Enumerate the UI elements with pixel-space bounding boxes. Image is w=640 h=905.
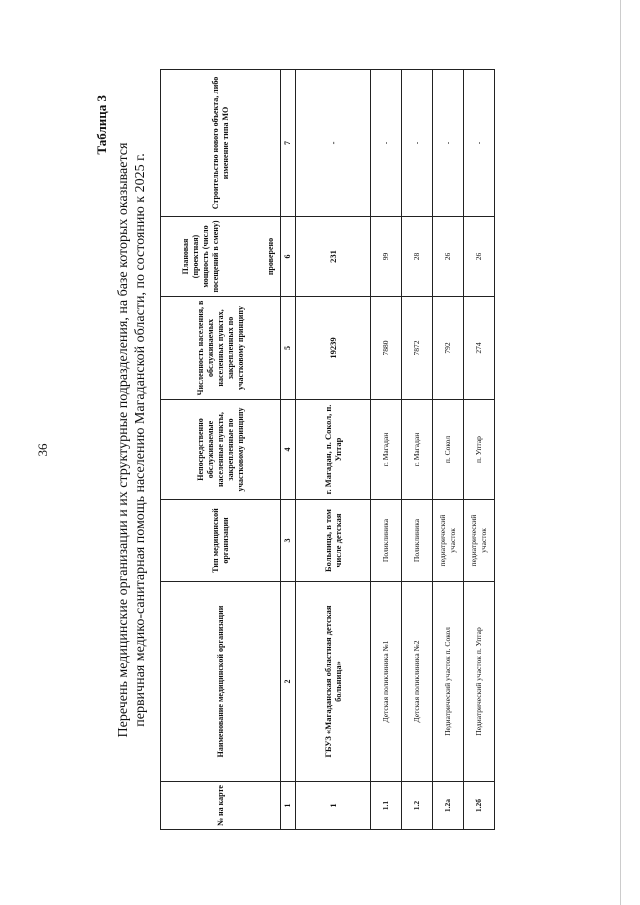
cell-capacity: 28 <box>402 217 433 297</box>
cell-map-number: 1.1 <box>371 782 402 830</box>
cell-population: 274 <box>464 297 495 400</box>
bottom-divider <box>620 0 621 905</box>
table-row <box>433 70 464 830</box>
cell-org-name: ГБУЗ «Магаданская областная детская больница» <box>296 582 371 782</box>
cell-construction: - <box>402 70 433 217</box>
header-map-number: № на карте <box>161 782 281 830</box>
cell-settlements: г. Магадан, п. Сокол, п. Уптар <box>296 400 371 500</box>
page-title <box>115 95 149 785</box>
cell-org-type: Поликлиника <box>371 500 402 582</box>
cell-settlements: г. Магадан <box>371 400 402 500</box>
cell-settlements: г. Магадан <box>402 400 433 500</box>
cell-capacity: 26 <box>433 217 464 297</box>
cell-org-name: Педиатрический участок п. Сокол <box>433 582 464 782</box>
title-line-2: первичная медико-санитарная помощь населению Магаданской области, по состоянию к 2025 г. <box>133 153 148 727</box>
cell-map-number: 1 <box>296 782 371 830</box>
cell-construction: - <box>433 70 464 217</box>
table-row <box>402 70 433 830</box>
header-settlements: Непосредственно обслуживаемые населенные пункты, закрепленные по участковому принципу <box>161 400 281 500</box>
col-number: 5 <box>281 297 296 400</box>
title-line-1: Перечень медицинские организации и их структурные подразделения, на базе которых оказывается <box>116 142 131 738</box>
cell-capacity: 231 <box>296 217 371 297</box>
cell-population: 792 <box>433 297 464 400</box>
header-capacity <box>161 217 281 297</box>
header-org-name: Наименование медицинской организации <box>161 582 281 782</box>
column-number-row <box>281 70 296 830</box>
cell-org-name: Педиатрический участок п. Уптар <box>464 582 495 782</box>
cell-capacity: 99 <box>371 217 402 297</box>
col-number: 4 <box>281 400 296 500</box>
cell-org-type: педиатрический участок <box>464 500 495 582</box>
col-number: 7 <box>281 70 296 217</box>
col-number: 1 <box>281 782 296 830</box>
col-number: 2 <box>281 582 296 782</box>
cell-capacity: 26 <box>464 217 495 297</box>
cell-org-name: Детская поликлиника №2 <box>402 582 433 782</box>
cell-org-name: Детская поликлиника №1 <box>371 582 402 782</box>
cell-construction: - <box>371 70 402 217</box>
cell-population: 7872 <box>402 297 433 400</box>
cell-map-number: 1.2а <box>433 782 464 830</box>
cell-construction: - <box>464 70 495 217</box>
table-row <box>296 70 371 830</box>
cell-settlements: п. Уптар <box>464 400 495 500</box>
table-row <box>464 70 495 830</box>
cell-population: 19239 <box>296 297 371 400</box>
cell-org-type: педиатрический участок <box>433 500 464 582</box>
cell-construction: - <box>296 70 371 217</box>
table-row <box>371 70 402 830</box>
cell-map-number: 1.2б <box>464 782 495 830</box>
header-capacity-note: проверено <box>266 237 275 276</box>
header-population: Численность населения, в обслуживаемых населенных пунктах, закрепленных по участковому принципу <box>161 297 281 400</box>
cell-org-type: Больница, в том числе детская <box>296 500 371 582</box>
col-number: 6 <box>281 217 296 297</box>
header-org-type: Тип медицинской организации <box>161 500 281 582</box>
col-number: 3 <box>281 500 296 582</box>
cell-org-type: Поликлиника <box>402 500 433 582</box>
cell-map-number: 1.2 <box>402 782 433 830</box>
page-number: 36 <box>35 443 50 457</box>
header-row <box>161 70 281 830</box>
header-construction: Строительство нового объекта, либо изменение типа МО <box>161 70 281 217</box>
header-capacity-label: Плановая (проектная) мощность (число посещений в смену) <box>181 220 220 293</box>
cell-population: 7880 <box>371 297 402 400</box>
organizations-table <box>160 69 495 830</box>
cell-settlements: п. Сокол <box>433 400 464 500</box>
table-label: Таблица 3 <box>94 95 109 155</box>
